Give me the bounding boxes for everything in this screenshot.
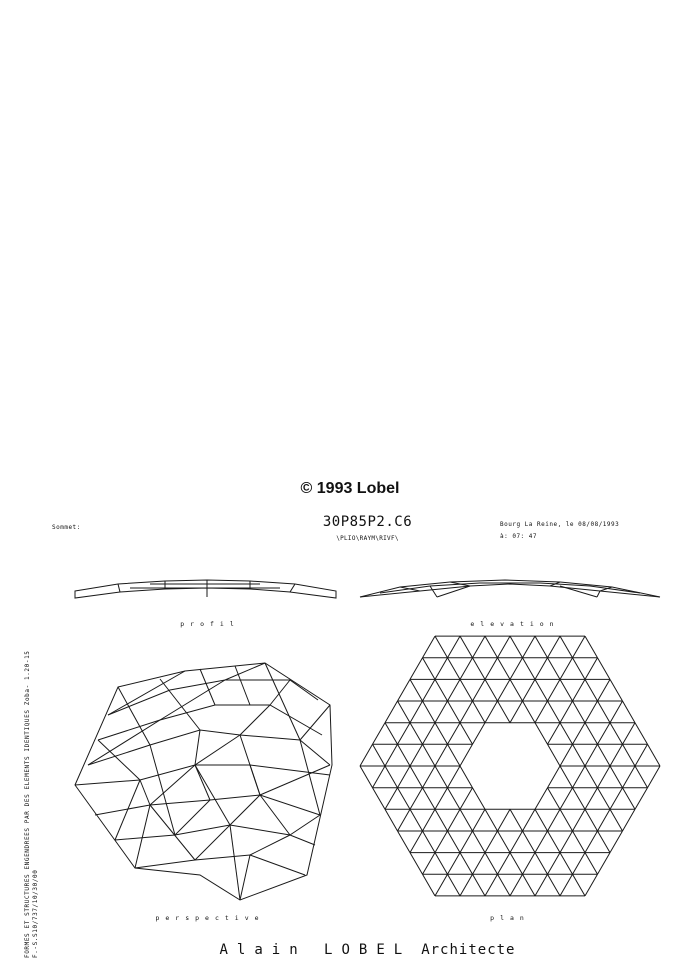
plan-member: [535, 874, 548, 896]
plan-member: [460, 809, 473, 831]
drawing-code: 30P85P2.C6: [322, 514, 413, 530]
plan-member: [498, 679, 511, 701]
plan-member: [648, 766, 661, 788]
plan-member: [548, 853, 561, 875]
plan-member: [535, 658, 548, 680]
plan-member: [498, 874, 511, 896]
plan-member: [448, 679, 461, 701]
plan-member: [510, 679, 523, 701]
plan-member: [385, 723, 398, 745]
plan-member: [523, 853, 536, 875]
plan-member: [598, 809, 611, 831]
plan-member: [460, 636, 473, 658]
plan-member: [473, 853, 486, 875]
plan-member: [473, 809, 486, 831]
plan-member: [548, 766, 561, 788]
plan-member: [385, 744, 398, 766]
plan-member: [560, 874, 573, 896]
plan-member: [523, 831, 536, 853]
plan-member: [535, 831, 548, 853]
side-caption-line-1: FORMES ET STRUCTURES ENGENDREES PAR DES ELEMENTS IDENTIQUES Zoba- 1.20-15: [24, 650, 31, 958]
plan-member: [398, 723, 411, 745]
plan-member: [410, 658, 423, 680]
plan-member: [598, 853, 611, 875]
plan-member: [485, 874, 498, 896]
plan-member: [423, 679, 436, 701]
plan-member: [485, 853, 498, 875]
plan-member: [585, 766, 598, 788]
plan-member: [560, 809, 573, 831]
plan-member: [648, 744, 661, 766]
view-label-plan: plan: [490, 914, 530, 922]
plan-member: [585, 809, 598, 831]
plan-member: [598, 701, 611, 723]
plan-member: [423, 723, 436, 745]
place-date: Bourg La Reine, le 08/08/1993: [500, 521, 620, 528]
plan-member: [635, 766, 648, 788]
plan-member: [485, 658, 498, 680]
plan-member: [548, 809, 561, 831]
plan-member: [398, 701, 411, 723]
plan-member: [523, 701, 536, 723]
plan-member: [598, 766, 611, 788]
plan-drawing: [360, 636, 660, 896]
plan-member: [573, 766, 586, 788]
plan-member: [523, 809, 536, 831]
plan-member: [485, 679, 498, 701]
plan-member: [573, 658, 586, 680]
plan-member: [448, 831, 461, 853]
plan-member: [473, 723, 486, 745]
sheet-label: Sommet:: [52, 524, 81, 531]
plan-member: [510, 874, 523, 896]
plan-member: [560, 766, 573, 788]
plan-member: [448, 874, 461, 896]
plan-member: [473, 831, 486, 853]
plan-member: [473, 636, 486, 658]
perspective-drawing: [75, 663, 332, 900]
plan-member: [610, 679, 623, 701]
plan-member: [410, 744, 423, 766]
plan-member: [360, 766, 373, 788]
plan-member: [548, 679, 561, 701]
plan-member: [510, 853, 523, 875]
plan-member: [573, 701, 586, 723]
plan-member: [560, 636, 573, 658]
plan-member: [498, 831, 511, 853]
plan-member: [585, 679, 598, 701]
plan-member: [498, 701, 511, 723]
plan-member: [423, 701, 436, 723]
plan-member: [410, 679, 423, 701]
view-label-profil: profil: [180, 620, 240, 628]
plan-member: [385, 788, 398, 810]
plan-member: [610, 809, 623, 831]
plan-member: [460, 766, 473, 788]
plan-member: [435, 723, 448, 745]
plan-member: [423, 874, 436, 896]
plan-member: [410, 766, 423, 788]
plan-member: [485, 831, 498, 853]
plan-member: [473, 658, 486, 680]
plan-member: [448, 809, 461, 831]
plan-member: [448, 658, 461, 680]
plan-member: [598, 788, 611, 810]
plan-member: [573, 744, 586, 766]
plan-member: [398, 766, 411, 788]
plan-member: [385, 809, 398, 831]
plan-member: [623, 809, 636, 831]
plan-member: [560, 679, 573, 701]
plan-member: [460, 788, 473, 810]
plan-member: [535, 788, 548, 810]
plan-member: [635, 744, 648, 766]
plan-member: [448, 744, 461, 766]
plan-member: [423, 809, 436, 831]
plan-member: [585, 636, 598, 658]
plan-member: [598, 658, 611, 680]
plan-member: [548, 723, 561, 745]
plan-member: [560, 658, 573, 680]
plan-member: [548, 744, 561, 766]
plan-member: [423, 744, 436, 766]
plan-member: [523, 874, 536, 896]
plan-member: [610, 723, 623, 745]
plan-member: [473, 788, 486, 810]
plan-member: [435, 744, 448, 766]
plan-member: [510, 831, 523, 853]
plan-member: [510, 658, 523, 680]
plan-member: [548, 658, 561, 680]
plan-member: [635, 788, 648, 810]
plan-member: [473, 874, 486, 896]
plan-member: [573, 874, 586, 896]
plan-member: [535, 853, 548, 875]
plan-member: [573, 853, 586, 875]
plan-member: [548, 636, 561, 658]
plan-member: [385, 701, 398, 723]
plan-member: [498, 853, 511, 875]
plan-member: [535, 723, 548, 745]
plan-member: [410, 701, 423, 723]
plan-member: [510, 636, 523, 658]
plan-member: [560, 853, 573, 875]
plan-member: [510, 809, 523, 831]
plan-member: [435, 874, 448, 896]
plan-member: [435, 701, 448, 723]
view-label-perspective: perspective: [155, 914, 265, 922]
plan-member: [373, 723, 386, 745]
plan-member: [610, 744, 623, 766]
plan-member: [473, 701, 486, 723]
plan-member: [448, 636, 461, 658]
plan-member: [435, 766, 448, 788]
plan-member: [635, 723, 648, 745]
plan-member: [585, 788, 598, 810]
plan-member: [598, 831, 611, 853]
plan-member: [448, 723, 461, 745]
plan-member: [573, 679, 586, 701]
elevation-drawing: [360, 580, 660, 597]
plan-member: [485, 636, 498, 658]
plan-member: [623, 766, 636, 788]
plan-member: [560, 788, 573, 810]
plan-member: [585, 701, 598, 723]
plan-member: [523, 658, 536, 680]
profil-drawing: [75, 580, 336, 598]
plan-member: [373, 788, 386, 810]
plan-member: [410, 809, 423, 831]
plan-member: [373, 744, 386, 766]
plan-member: [410, 853, 423, 875]
plan-member: [485, 809, 498, 831]
plan-member: [460, 679, 473, 701]
plan-member: [548, 874, 561, 896]
plan-member: [623, 744, 636, 766]
plan-member: [423, 788, 436, 810]
plan-member: [548, 788, 561, 810]
plan-member: [610, 701, 623, 723]
plan-member: [448, 788, 461, 810]
plan-member: [573, 636, 586, 658]
plan-member: [398, 744, 411, 766]
plan-member: [435, 788, 448, 810]
plan-member: [623, 701, 636, 723]
plan-member: [573, 723, 586, 745]
plan-member: [423, 636, 436, 658]
plan-member: [610, 831, 623, 853]
architect-title: Architecte: [421, 942, 516, 958]
plan-member: [598, 744, 611, 766]
side-caption-line-2: F.-S.S10/737/10/30/00: [32, 869, 39, 958]
plan-member: [498, 658, 511, 680]
plan-member: [560, 723, 573, 745]
plan-member: [410, 831, 423, 853]
plan-member: [498, 809, 511, 831]
drawing-time: à: 07: 47: [500, 533, 538, 540]
plan-member: [435, 831, 448, 853]
plan-member: [585, 831, 598, 853]
plan-member: [423, 853, 436, 875]
plan-member: [373, 766, 386, 788]
plan-member: [423, 766, 436, 788]
plan-member: [523, 636, 536, 658]
view-label-elevation: elevation: [470, 620, 560, 628]
plan-member: [398, 679, 411, 701]
plan-member: [585, 744, 598, 766]
plan-member: [585, 874, 598, 896]
plan-member: [535, 809, 548, 831]
plan-member: [435, 636, 448, 658]
plan-member: [460, 744, 473, 766]
plan-member: [385, 766, 398, 788]
plan-member: [460, 831, 473, 853]
plan-member: [460, 874, 473, 896]
plan-member: [435, 809, 448, 831]
plan-member: [485, 701, 498, 723]
plan-member: [448, 701, 461, 723]
plan-member: [398, 788, 411, 810]
plan-member: [585, 658, 598, 680]
plan-member: [360, 744, 373, 766]
architect-name: Alain LOBEL: [219, 942, 412, 958]
plan-member: [535, 701, 548, 723]
plan-member: [460, 658, 473, 680]
plan-member: [610, 766, 623, 788]
plan-member: [535, 636, 548, 658]
plan-member: [573, 831, 586, 853]
plan-member: [398, 809, 411, 831]
plan-member: [585, 723, 598, 745]
plan-member: [448, 766, 461, 788]
plan-member: [560, 701, 573, 723]
plan-member: [560, 744, 573, 766]
copyright-notice: © 1993 Lobel: [300, 480, 400, 497]
plan-member: [398, 831, 411, 853]
plan-member: [560, 831, 573, 853]
plan-member: [535, 679, 548, 701]
drawing-path: \PLIO\RAYM\RIVF\: [336, 535, 399, 542]
plan-member: [410, 723, 423, 745]
plan-member: [548, 701, 561, 723]
plan-member: [510, 701, 523, 723]
plan-member: [460, 723, 473, 745]
plan-member: [460, 701, 473, 723]
plan-member: [623, 723, 636, 745]
plan-member: [498, 636, 511, 658]
plan-member: [548, 831, 561, 853]
plan-member: [573, 788, 586, 810]
plan-member: [623, 788, 636, 810]
plan-member: [523, 679, 536, 701]
plan-member: [423, 831, 436, 853]
plan-member: [610, 788, 623, 810]
plan-member: [410, 788, 423, 810]
plan-member: [435, 658, 448, 680]
plan-member: [598, 679, 611, 701]
plan-member: [423, 658, 436, 680]
plan-member: [435, 679, 448, 701]
architect-signature: [0, 942, 700, 958]
plan-member: [435, 853, 448, 875]
plan-member: [448, 853, 461, 875]
plan-member: [460, 853, 473, 875]
plan-member: [473, 679, 486, 701]
plan-member: [598, 723, 611, 745]
plan-member: [573, 809, 586, 831]
plan-member: [585, 853, 598, 875]
